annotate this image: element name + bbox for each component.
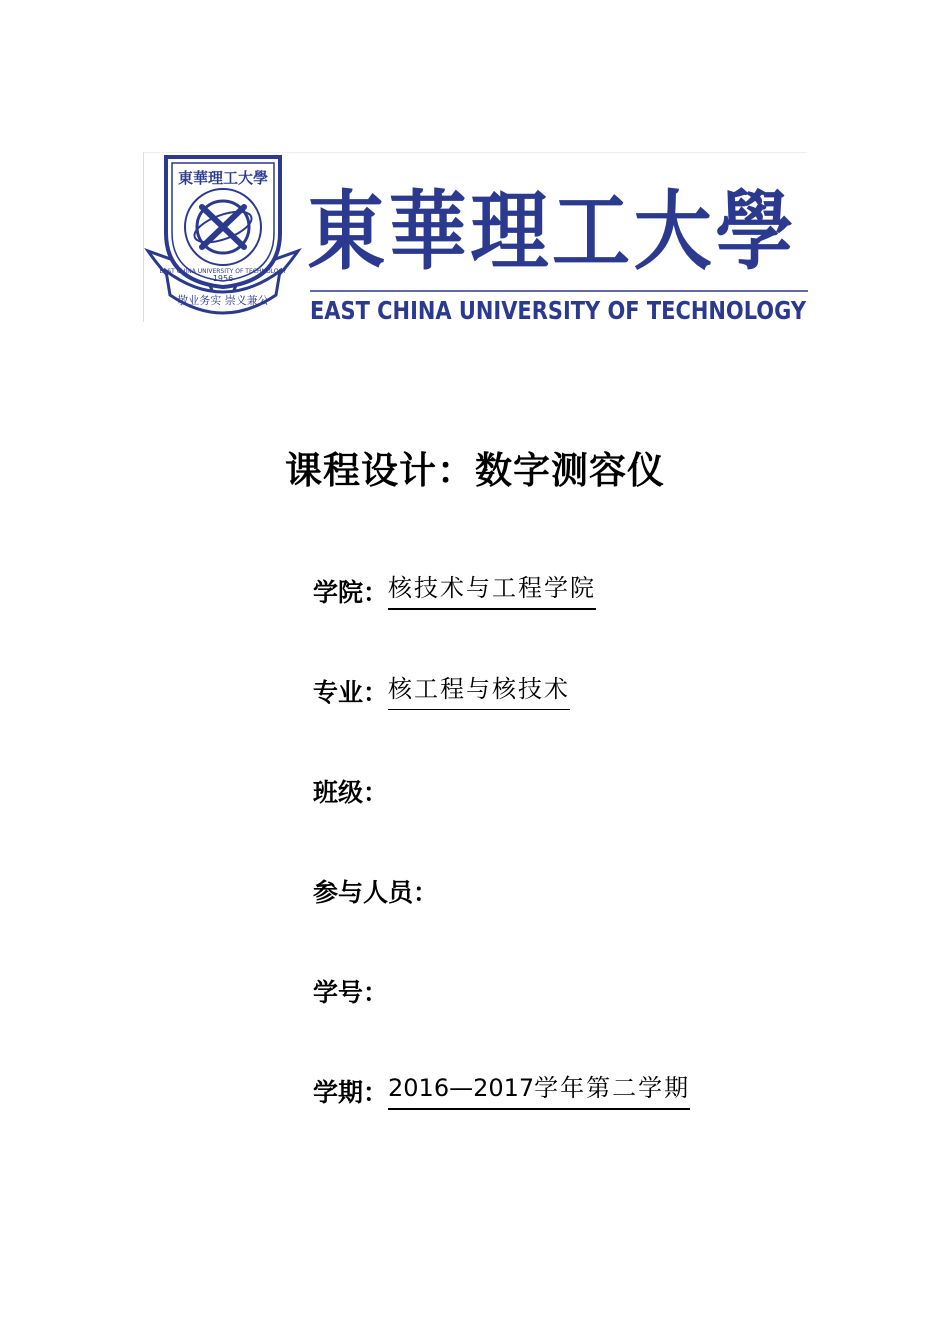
field-class — [313, 766, 388, 810]
field-semester — [313, 1066, 690, 1110]
field-student-id — [313, 966, 388, 1010]
university-banner — [143, 152, 807, 325]
document-title: 课程设计：数字测容仪 — [285, 449, 665, 492]
field-label-college: 学院： — [313, 578, 389, 607]
field-college — [313, 566, 596, 610]
university-name-cn: 東華理工大學 — [307, 181, 797, 282]
field-value-college: 核技术与工程学院 — [388, 571, 596, 610]
university-name-en: EAST CHINA UNIVERSITY OF TECHNOLOGY — [310, 296, 807, 325]
semester-term: 学年第二学期 — [534, 1074, 691, 1102]
seal-motto: 敬业务实 崇义兼公 — [177, 294, 269, 307]
field-label-semester: 学期： — [313, 1078, 389, 1107]
field-major — [313, 666, 570, 710]
field-label-class: 班级： — [313, 778, 389, 807]
semester-years: 2016—2017 — [388, 1074, 535, 1102]
field-members — [313, 866, 438, 910]
university-logo — [144, 153, 808, 323]
field-value-major: 核工程与核技术 — [388, 672, 570, 710]
field-label-student-id: 学号： — [313, 978, 389, 1007]
field-label-members: 参与人员： — [313, 878, 439, 907]
seal-top-text: 東華理工大學 — [177, 169, 269, 187]
field-value-semester — [388, 1071, 690, 1110]
field-label-major: 专业： — [313, 678, 389, 707]
seal-year: 1956 — [212, 274, 234, 283]
university-seal-icon — [148, 157, 298, 313]
seal-ring-text: EAST CHINA UNIVERSITY OF TECHNOLOGY — [159, 268, 287, 275]
